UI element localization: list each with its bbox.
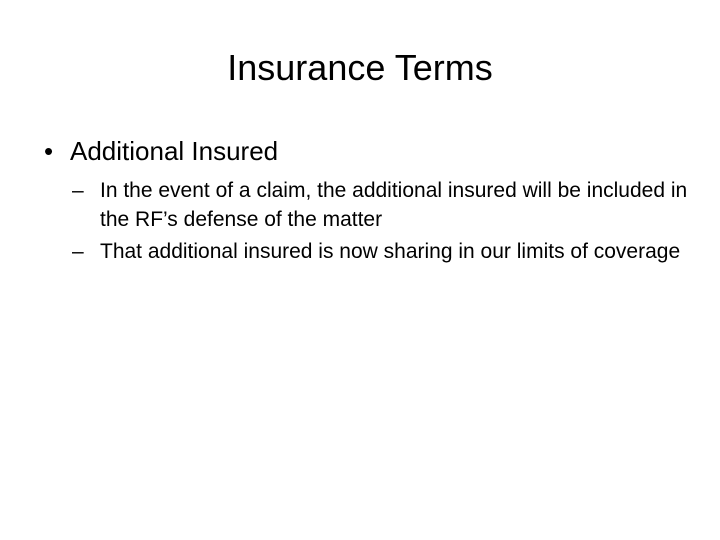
sub-bullet-marker: – — [72, 179, 84, 202]
sub-bullet-text: That additional insured is now sharing in our limits of coverage — [100, 240, 681, 263]
sub-bullet-claim-defense — [44, 176, 694, 234]
slide-title: Insurance Terms — [227, 47, 493, 88]
sub-bullet-shared-limits — [44, 237, 694, 266]
sub-bullet-marker: – — [72, 240, 84, 263]
sub-bullet-list — [44, 176, 694, 266]
bullet-marker: • — [44, 136, 54, 166]
bullet-additional-insured — [44, 134, 694, 168]
sub-bullet-text: In the event of a claim, the additional insured will be included in the RF’s defense of the matter — [100, 179, 688, 231]
slide-content — [44, 134, 694, 269]
bullet-text: Additional Insured — [70, 136, 279, 166]
